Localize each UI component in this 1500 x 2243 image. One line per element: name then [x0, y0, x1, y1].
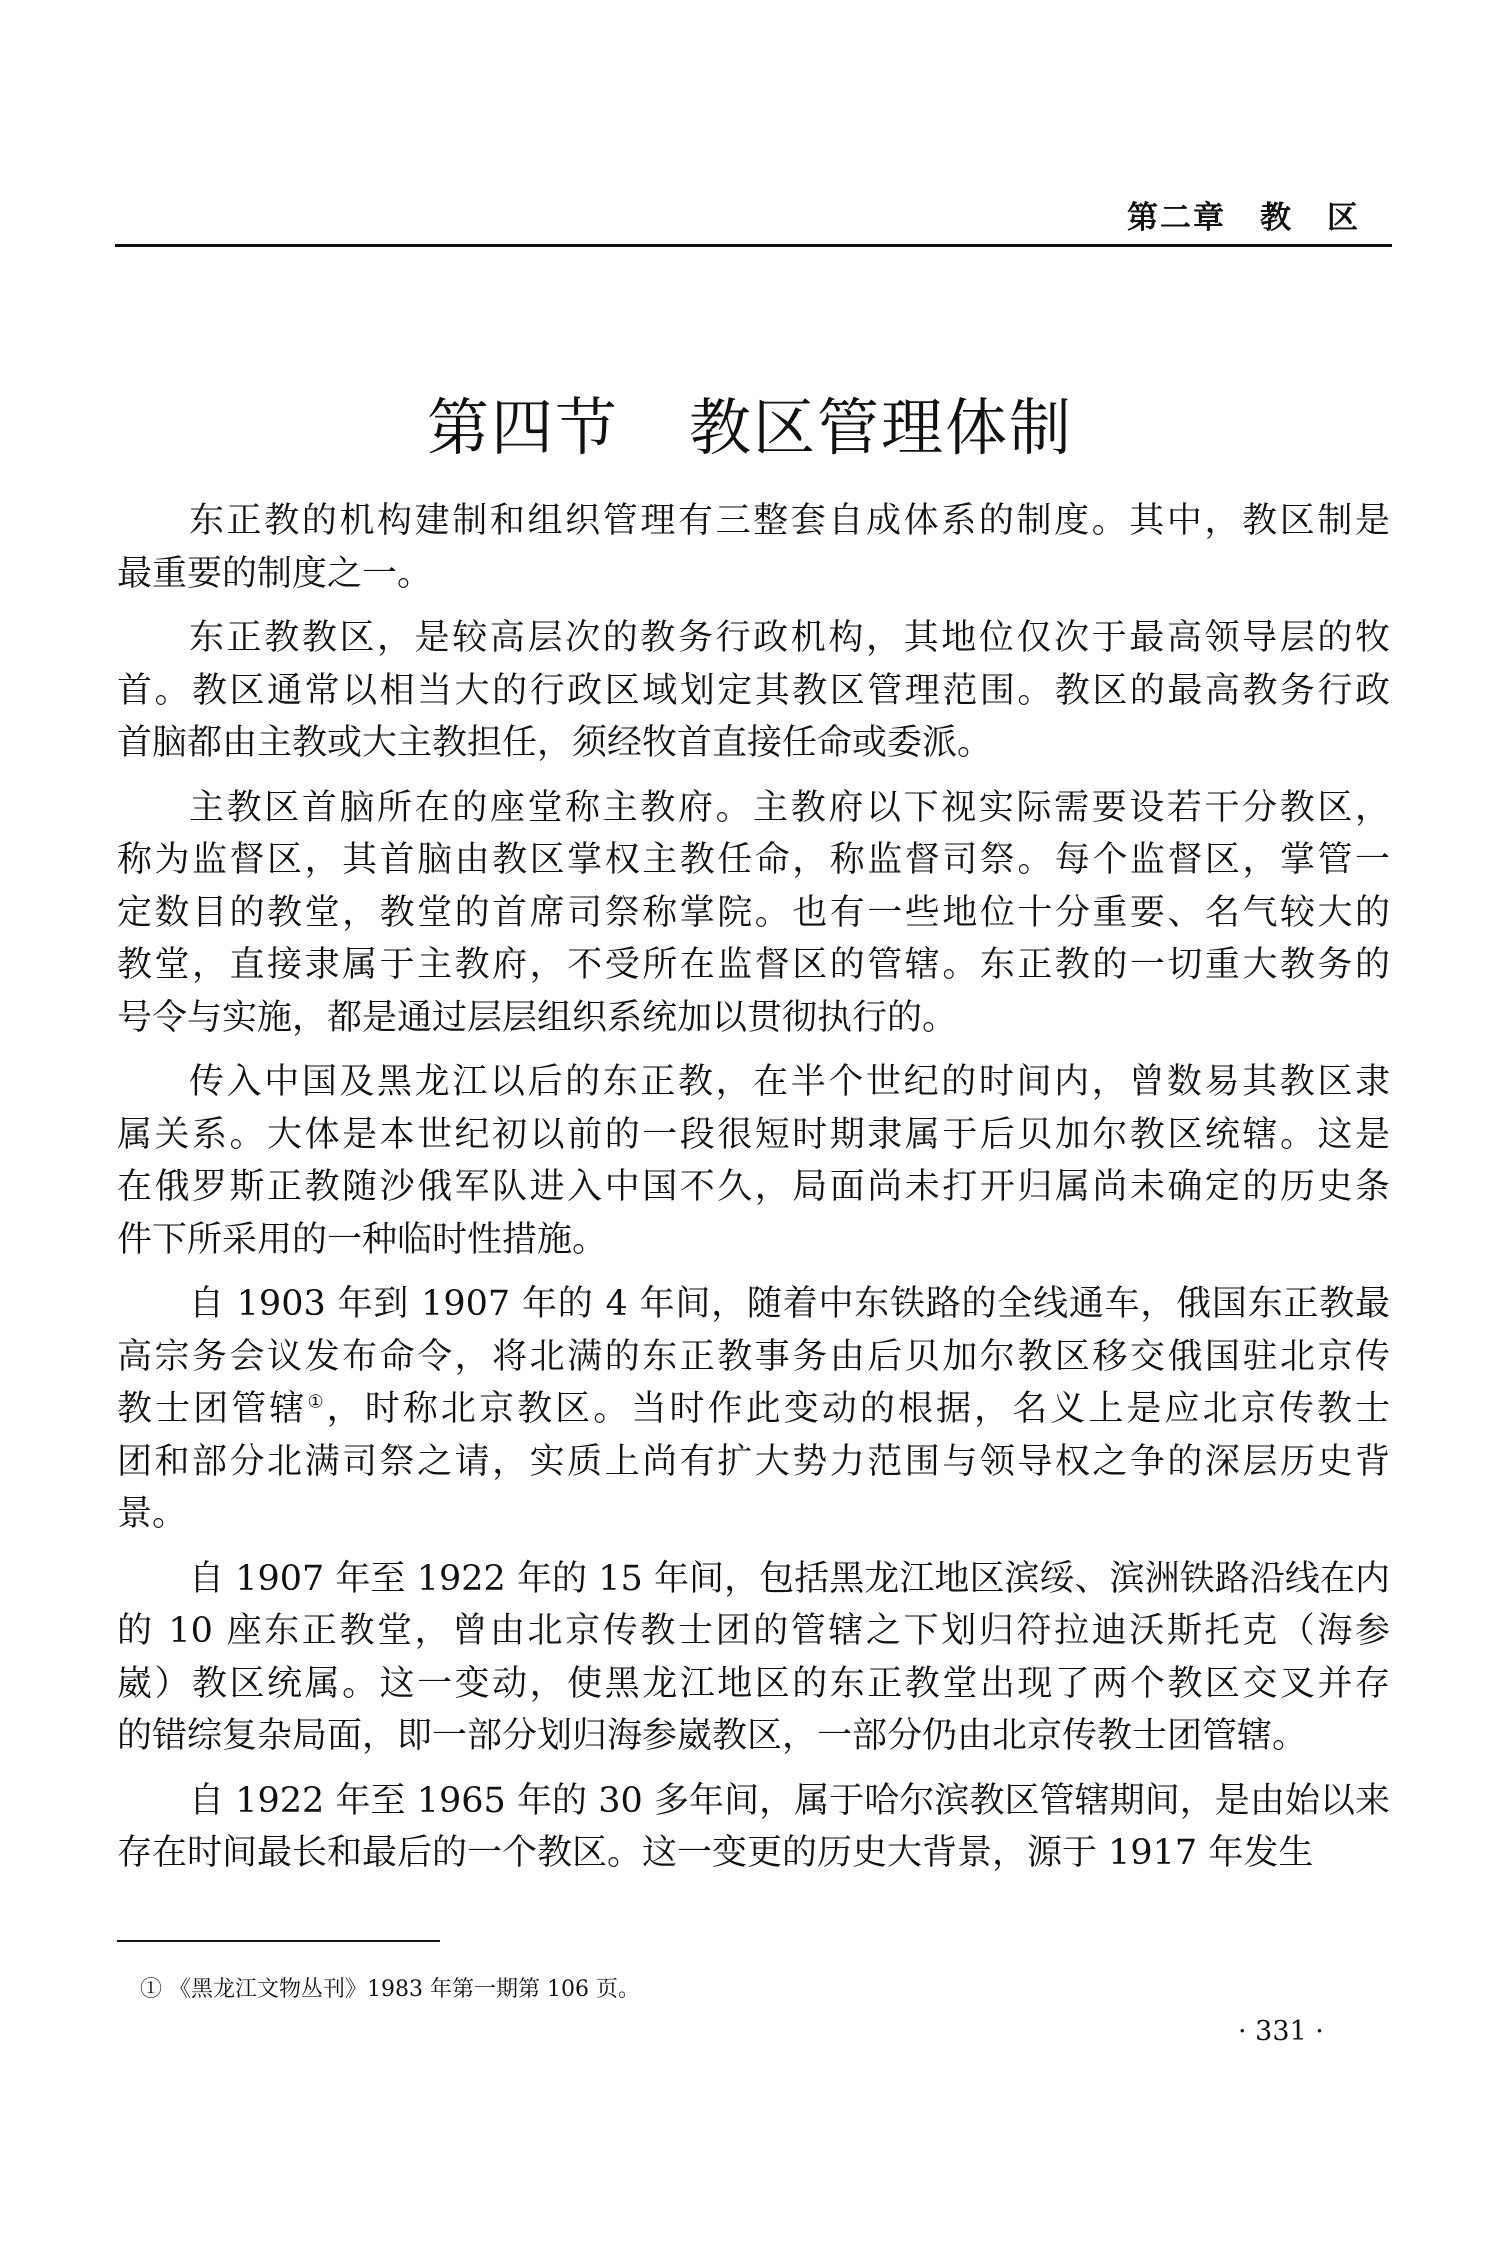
text-line: 崴）教区统属。这一变动，使黑龙江地区的东正教堂出现了两个教区交叉并存	[117, 1663, 1390, 1704]
text-line: 属关系。大体是本世纪初以前的一段很短时期隶属于后贝加尔教区统辖。这是	[117, 1114, 1390, 1155]
line-text: ，时称北京教区。当时作此变动的根据，名义上是应北京传教士	[326, 1389, 1390, 1429]
paragraph	[117, 1278, 1390, 1541]
text-line: 自 1922 年至 1965 年的 30 多年间，属于哈尔滨教区管辖期间，是由始以来	[189, 1780, 1390, 1821]
text-line: 高宗务会议发布命令，将北满的东正教事务由后贝加尔教区移交俄国驻北京传	[117, 1336, 1390, 1377]
text-line: 主教区首脑所在的座堂称主教府。主教府以下视实际需要设若干分教区，	[189, 787, 1390, 828]
section-number: 第四节	[426, 391, 619, 464]
text-line	[117, 1383, 1390, 1436]
header-rule	[115, 244, 1392, 247]
text-line: 首脑都由主教或大主教担任，须经牧首直接任命或委派。	[117, 723, 993, 763]
line-text: 教士团管辖	[117, 1389, 308, 1429]
body-text	[117, 495, 1390, 1892]
text-line: 首。教区通常以相当大的行政区域划定其教区管理范围。教区的最高教务行政	[117, 670, 1390, 711]
text-line: 自 1903 年到 1907 年的 4 年间，随着中东铁路的全线通车，俄国东正教最	[189, 1284, 1390, 1324]
paragraph	[117, 1553, 1390, 1763]
text-line: 团和部分北满司祭之请，实质上尚有扩大势力范围与领导权之争的深层历史背	[117, 1441, 1390, 1482]
text-line: 件下所采用的一种临时性措施。	[117, 1219, 608, 1260]
text-line: 称为监督区，其首脑由教区掌权主教任命，称监督司祭。每个监督区，掌管一	[117, 840, 1390, 880]
text-line: 在俄罗斯正教随沙俄军队进入中国不久，局面尚未打开归属尚未确定的历史条	[117, 1167, 1390, 1207]
text-line: 东正教教区，是较高层次的教务行政机构，其地位仅次于最高领导层的牧	[189, 618, 1390, 658]
text-line: 号令与实施，都是通过层层组织系统加以贯彻执行的。	[117, 997, 958, 1038]
paragraph	[117, 1775, 1390, 1880]
text-line: 存在时间最长和最后的一个教区。这一变更的历史大背景，源于 1917 年发生	[117, 1833, 1314, 1873]
footnote: ① 《黑龙江文物丛刊》1983 年第一期第 106 页。	[140, 1977, 640, 2002]
text-line: 景。	[117, 1494, 188, 1534]
text-line: 最重要的制度之一。	[117, 553, 433, 594]
text-line: 定数目的教堂，教堂的首席司祭称掌院。也有一些地位十分重要、名气较大的	[117, 892, 1390, 933]
paragraph	[117, 612, 1390, 770]
section-name: 教区管理体制	[689, 391, 1074, 464]
paragraph	[117, 495, 1390, 600]
section-title	[0, 378, 1500, 467]
chapter-title-1: 教	[1260, 200, 1293, 236]
running-head	[1127, 192, 1360, 237]
chapter-title-2: 区	[1327, 200, 1360, 236]
text-line: 传入中国及黑龙江以后的东正教，在半个世纪的时间内，曾数易其教区隶	[189, 1062, 1390, 1102]
paragraph	[117, 1056, 1390, 1266]
text-line: 自 1907 年至 1922 年的 15 年间，包括黑龙江地区滨绥、滨洲铁路沿线在内	[189, 1558, 1390, 1599]
chapter-label: 第二章	[1127, 200, 1226, 236]
footnote-rule	[117, 1940, 440, 1942]
paragraph	[117, 782, 1390, 1045]
footnote-marker[interactable]: ①	[307, 1391, 327, 1413]
text-line: 东正教的机构建制和组织管理有三整套自成体系的制度。其中，教区制是	[189, 501, 1390, 541]
text-line: 的错综复杂局面，即一部分划归海参崴教区，一部分仍由北京传教士团管辖。	[117, 1716, 1308, 1756]
text-line: 的 10 座东正教堂，曾由北京传教士团的管辖之下划归符拉迪沃斯托克（海参	[117, 1611, 1390, 1651]
page-number: · 331 ·	[1238, 2016, 1324, 2047]
text-line: 教堂，直接隶属于主教府，不受所在监督区的管辖。东正教的一切重大教务的	[117, 945, 1390, 985]
